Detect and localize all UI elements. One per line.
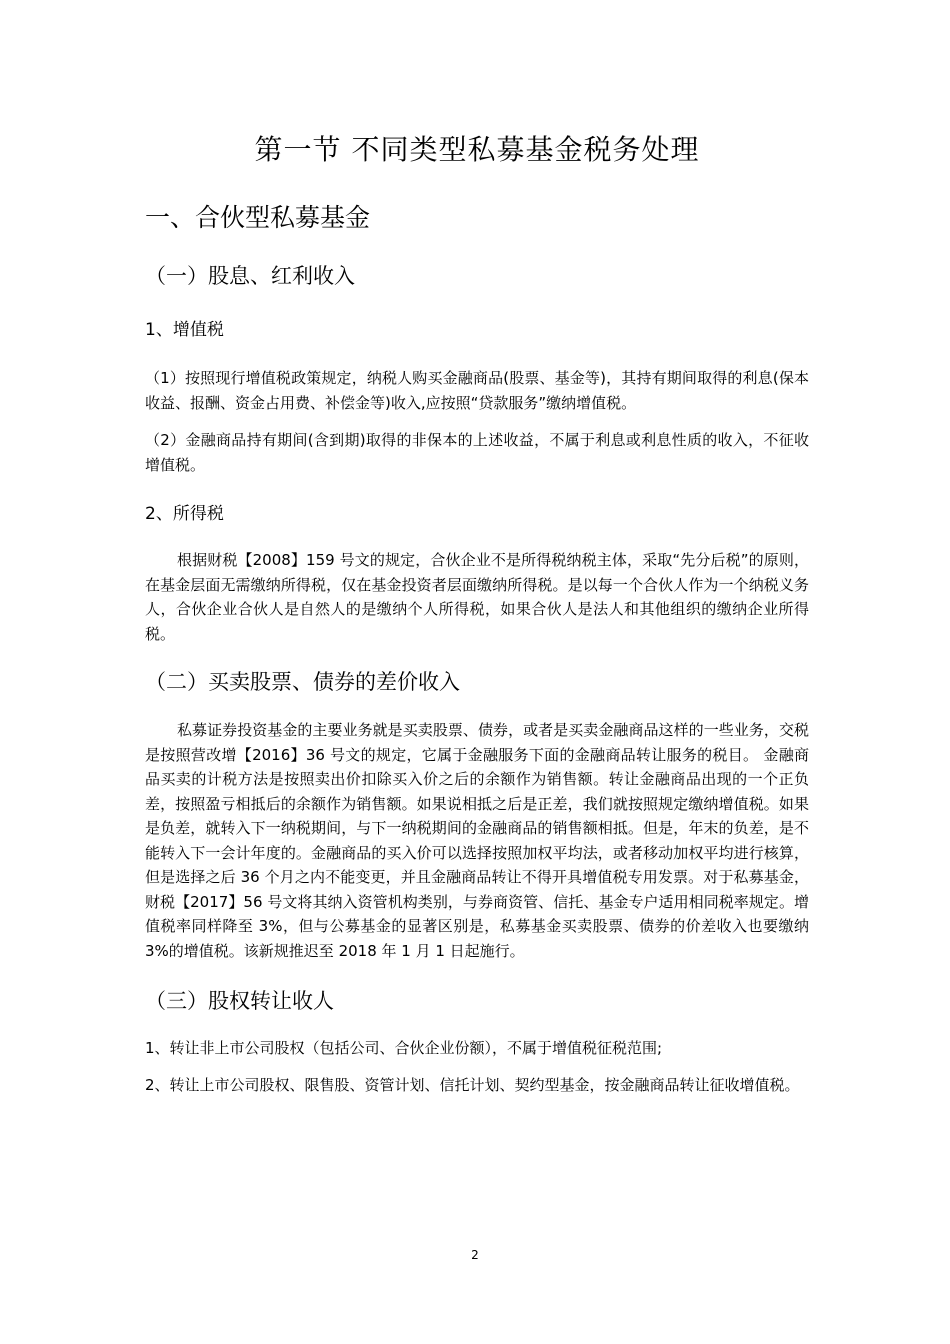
subsection-heading-dividends: （一）股息、红利收入	[145, 264, 355, 288]
subsection-heading-equity-transfer: （三）股权转让收人	[145, 989, 334, 1013]
price-difference-paragraph: 私募证券投资基金的主要业务就是买卖股票、债券，或者是买卖金融商品这样的一些业务，交税是按照营改增【2016】36 号文的规定，它属于金融服务下面的金融商品转让服务的税目。 金融商品买卖的计税方法是按照卖出价扣除买入价之后的余额作为销售额。转让金融商品出现的一个正负差，按照盈亏相抵后的余额作为销售额。如果说相抵之后是正差，我们就按照规定缴纳增值税。如果是负差，就转入下一纳税期间，与下一纳税期间的金融商品的销售额相抵。但是，年末的负差，是不能转入下一会计年度的。金融商品的买入价可以选择按照加权平均法，或者移动加权平均进行核算，但是选择之后 36 个月之内不能变更，并且金融商品转让不得开具增值税专用发票。对于私募基金，财税【2017】56 号文将其纳入资管机构类别，与券商资管、信托、基金专户适用相同税率规定。增值税率同样降至 3%，但与公募基金的显著区别是，私募基金买卖股票、债券的价差收入也要缴纳 3%的增值税。该新规推迟至 2018 年 1 月 1 日起施行。	[145, 721, 809, 960]
vat-paragraph-1: （1）按照现行增值税政策规定，纳税人购买金融商品(股票、基金等)，其持有期间取得的利息(保本收益、报酬、资金占用费、补偿金等)收入,应按照“贷款服务”缴纳增值税。	[145, 369, 809, 412]
subsection-heading-price-difference: （二）买卖股票、债券的差价收入	[145, 670, 460, 694]
vat-paragraph-2: （2）金融商品持有期间(含到期)取得的非保本的上述收益，不属于利息或利息性质的收入，不征收增值税。	[145, 431, 809, 474]
equity-transfer-item-1: 1、转让非上市公司股权（包括公司、合伙企业份额），不属于增值税征税范围;	[145, 1039, 663, 1057]
item-heading-vat: 1、增值税	[145, 320, 224, 340]
page-number: 2	[471, 1248, 479, 1262]
equity-transfer-item-2: 2、转让上市公司股权、限售股、资管计划、信托计划、契约型基金，按金融商品转让征收增值税。	[145, 1075, 800, 1094]
page-content	[145, 128, 809, 1097]
page-title: 第一节 不同类型私募基金税务处理	[254, 133, 700, 166]
income-tax-paragraph: 根据财税【2008】159 号文的规定，合伙企业不是所得税纳税主体，采取“先分后税”的原则，在基金层面无需缴纳所得税，仅在基金投资者层面缴纳所得税。是以每一个合伙人作为一个纳税义务人，合伙企业合伙人是自然人的是缴纳个人所得税，如果合伙人是法人和其他组织的缴纳企业所得税。	[145, 551, 809, 643]
item-heading-income-tax: 2、所得税	[145, 504, 224, 524]
section-heading-partnership-fund: 一、合伙型私募基金	[145, 203, 371, 232]
